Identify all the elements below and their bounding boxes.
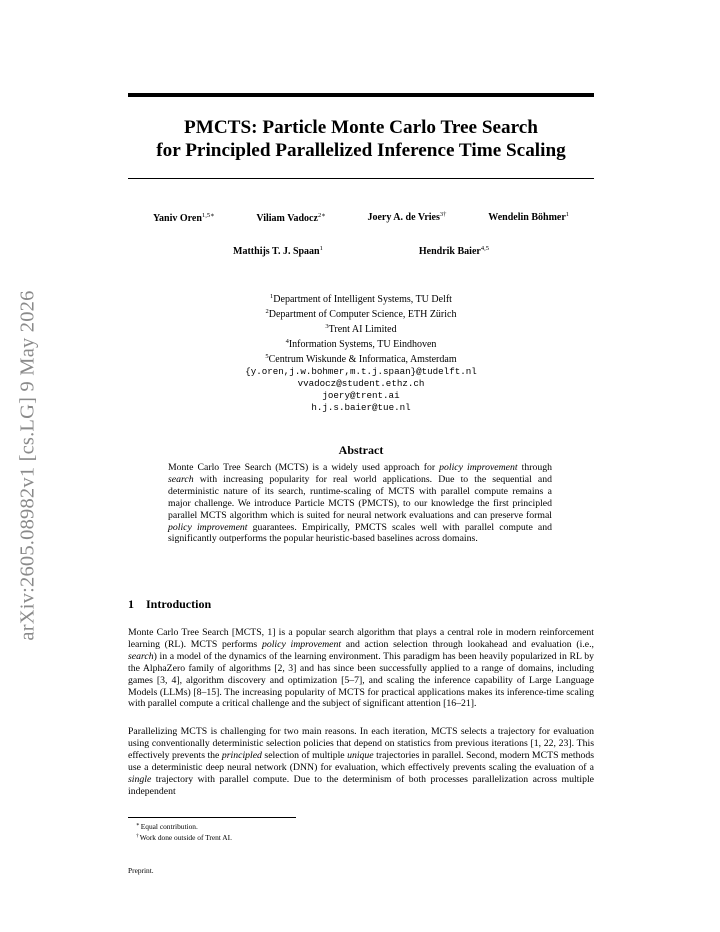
section-heading-introduction bbox=[128, 597, 211, 612]
affiliation: $^3$Trent AI Limited bbox=[325, 323, 397, 335]
email-line: vvadocz@student.ethz.ch bbox=[297, 378, 425, 389]
email-line: joery@trent.ai bbox=[322, 390, 400, 401]
footnote: †Work done outside of Trent AI. bbox=[136, 832, 232, 842]
footnotes bbox=[136, 821, 232, 842]
author: Yaniv Oren$^{1,5∗}$ bbox=[152, 212, 215, 224]
author: Hendrik Baier$^{4,5}$ bbox=[418, 245, 489, 257]
affiliations bbox=[128, 291, 594, 414]
authors-row-1 bbox=[128, 211, 594, 224]
title-line-2: for Principled Parallelized Inference Time Scaling bbox=[156, 140, 566, 161]
author: Joery A. de Vries$^{3\dagger}$ bbox=[367, 211, 447, 223]
affiliation: $^4$Information Systems, TU Eindhoven bbox=[285, 338, 437, 350]
email-line: {y.oren,j.w.bohmer,m.t.j.spaan}@tudelft.nl bbox=[245, 366, 477, 377]
title-line-1: PMCTS: Particle Monte Carlo Tree Search bbox=[184, 117, 538, 138]
intro-paragraph-2: Parallelizing MCTS is challenging for two main reasons. In each iteration, MCTS selects a trajectory for evaluation using conventionally deterministic selection policies that depend on statistics from previous iterations [1, 22, 23]. This effectively prevents the principled selection of multiple unique trajectories in parallel. Second, modern MCTS methods use a deterministic deep neural network (DNN) for evaluation, which effectively prevents scaling the evaluation of a single trajectory with parallel compute. Due to the determinism of both processes parallelization across multiple independent bbox=[128, 726, 594, 797]
section-title: Introduction bbox=[146, 597, 212, 611]
arxiv-stamp bbox=[14, 262, 42, 668]
arxiv-identifier: arXiv:2605.08982v1 [cs.LG] 9 May 2026 bbox=[16, 289, 39, 641]
abstract-heading: Abstract bbox=[338, 443, 384, 457]
footnote: ∗Equal contribution. bbox=[136, 822, 198, 831]
abstract-text: Monte Carlo Tree Search (MCTS) is a widely used approach for policy improvement through search with increasing popularity for real world applications. Due to the sequential and deterministic nature of its search, runtime-scaling of MCTS with parallel compute remains a major challenge. We introduce Particle MCTS (PMCTS), to our knowledge the first principled parallel MCTS algorithm which is suited for neural network evaluations and can preserve formal policy improvement guarantees. Empirically, PMCTS scales well with parallel compute and significantly outperforms the popular heuristic-based baselines across domains. bbox=[168, 462, 552, 545]
preprint-label: Preprint. bbox=[128, 866, 154, 875]
title-rule-bottom bbox=[128, 178, 594, 179]
author: Viliam Vadocz$^{2∗}$ bbox=[256, 212, 326, 224]
paper-title bbox=[128, 116, 594, 162]
intro-paragraph-1: Monte Carlo Tree Search [MCTS, 1] is a popular search algorithm that plays a central role in modern reinforcement learning (RL). MCTS performs policy improvement and action selection through lookahead and evaluation (i.e., search) in a model of the dynamics of the learning environment. This paradigm has been heavily popularized in RL by the AlphaZero family of algorithms [2, 3] and has since been successfully applied to a range of domains, including games [3, 4], algorithm discovery and optimization [5–7], and scaling the inference capability of Large Language Models (LLMs) [8–15]. The increasing popularity of MCTS for practical applications makes its inference-time scaling with parallel compute a critical challenge and the subject of significant attention [16–21]. bbox=[128, 627, 594, 710]
author: Wendelin Böhmer$^1$ bbox=[488, 211, 570, 223]
footnote-rule bbox=[128, 817, 296, 818]
email-line: h.j.s.baier@tue.nl bbox=[311, 402, 411, 413]
affiliation: $^1$Department of Intelligent Systems, TU Delft bbox=[270, 293, 452, 305]
author: Matthijs T. J. Spaan$^1$ bbox=[233, 245, 323, 257]
title-rule-top bbox=[128, 93, 594, 97]
section-number: 1 bbox=[128, 597, 134, 611]
affiliation: $^5$Centrum Wiskunde & Informatica, Amsterdam bbox=[265, 353, 457, 365]
affiliation: $^2$Department of Computer Science, ETH Zürich bbox=[265, 308, 457, 320]
authors-row-2 bbox=[128, 245, 594, 257]
